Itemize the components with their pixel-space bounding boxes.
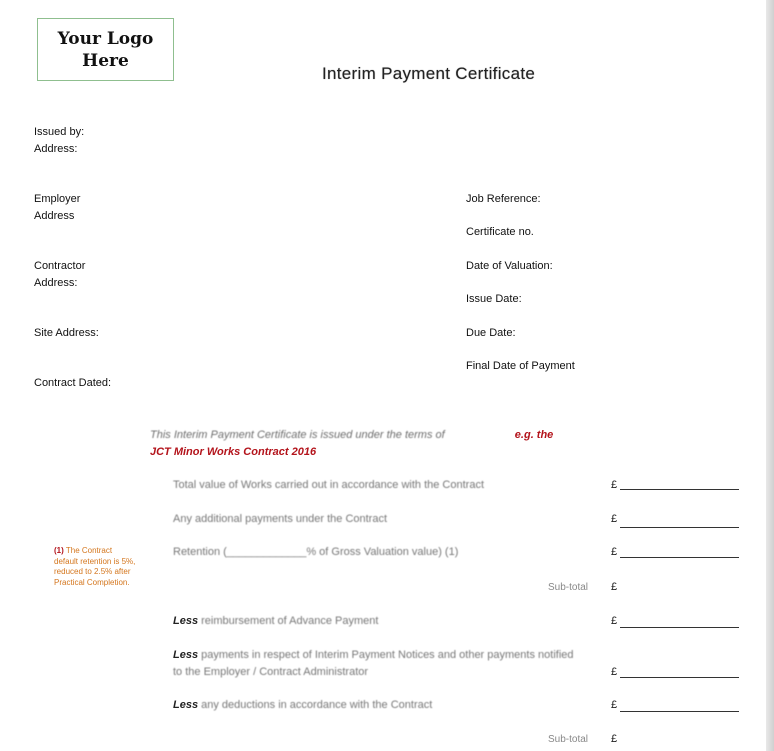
row-lead: Less xyxy=(173,649,199,661)
issue-date-label: Issue Date: xyxy=(466,293,522,305)
final-date-of-payment-label: Final Date of Payment xyxy=(466,360,575,372)
amount-field-line[interactable] xyxy=(620,711,739,712)
row-additional-payments xyxy=(173,511,387,528)
logo-text-line2: Here xyxy=(82,50,129,71)
site-address-label: Site Address: xyxy=(34,327,99,339)
currency-symbol: £ xyxy=(611,699,618,711)
job-reference-label: Job Reference: xyxy=(466,193,541,205)
intro-paragraph xyxy=(150,427,570,461)
row-label: reimbursement of Advance Payment xyxy=(201,615,379,627)
amount-field-line[interactable] xyxy=(620,557,739,558)
currency-symbol: £ xyxy=(611,666,618,678)
amount-field-line[interactable] xyxy=(620,627,739,628)
logo-placeholder xyxy=(37,18,174,81)
row-label: Any additional payments under the Contract xyxy=(173,513,388,525)
retention-note-ref: (1) xyxy=(54,546,64,555)
currency-symbol: £ xyxy=(611,513,618,525)
subtotal-label: Sub-total xyxy=(548,582,589,593)
due-date-label: Due Date: xyxy=(466,327,516,339)
row-total-value xyxy=(173,477,484,494)
intro-contract-name: JCT Minor Works Contract 2016 xyxy=(150,446,317,458)
row-lead: Less xyxy=(173,699,199,711)
date-of-valuation-label: Date of Valuation: xyxy=(466,260,553,272)
currency-symbol: £ xyxy=(611,733,618,745)
row-advance-payment xyxy=(173,613,378,630)
issued-address-label: Address: xyxy=(34,143,78,155)
employer-label: Employer xyxy=(34,193,81,205)
certificate-no-label: Certificate no. xyxy=(466,226,534,238)
currency-symbol: £ xyxy=(611,581,618,593)
page-edge-shadow xyxy=(766,0,774,751)
retention-note xyxy=(54,546,136,588)
row-label: any deductions in accordance with the Contract xyxy=(201,699,433,711)
amount-field-line[interactable] xyxy=(620,677,739,678)
row-interim-payments xyxy=(173,647,574,681)
intro-text: This Interim Payment Certificate is issued under the terms of xyxy=(150,429,445,441)
amount-field-line[interactable] xyxy=(620,527,739,528)
amount-field-line[interactable] xyxy=(620,489,739,490)
subtotal-label: Sub-total xyxy=(548,734,589,745)
row-deductions xyxy=(173,697,432,714)
contractor-address-label: Address: xyxy=(34,277,78,289)
document-title: Interim Payment Certificate xyxy=(322,64,536,83)
employer-address-label: Address xyxy=(34,210,75,222)
currency-symbol: £ xyxy=(611,546,618,558)
row-label: Total value of Works carried out in accordance with the Contract xyxy=(173,479,485,491)
contractor-label: Contractor xyxy=(34,260,86,272)
currency-symbol: £ xyxy=(611,615,618,627)
row-label: payments in respect of Interim Payment Notices and other payments notified xyxy=(201,649,574,661)
row-retention xyxy=(173,544,458,561)
currency-symbol: £ xyxy=(611,479,618,491)
row-lead: Less xyxy=(173,615,199,627)
logo-text-line1: Your Logo xyxy=(57,28,154,49)
row-label-continued: to the Employer / Contract Administrator xyxy=(173,666,369,678)
row-label: Retention (_____________% of Gross Valuation value) (1) xyxy=(173,546,459,558)
issued-by-label: Issued by: xyxy=(34,126,85,138)
intro-contract-prefix: e.g. the xyxy=(514,429,554,441)
retention-note-text: The Contract default retention is 5%, reduced to 2.5% after Practical Completion. xyxy=(54,546,136,587)
contract-dated-label: Contract Dated: xyxy=(34,377,112,389)
